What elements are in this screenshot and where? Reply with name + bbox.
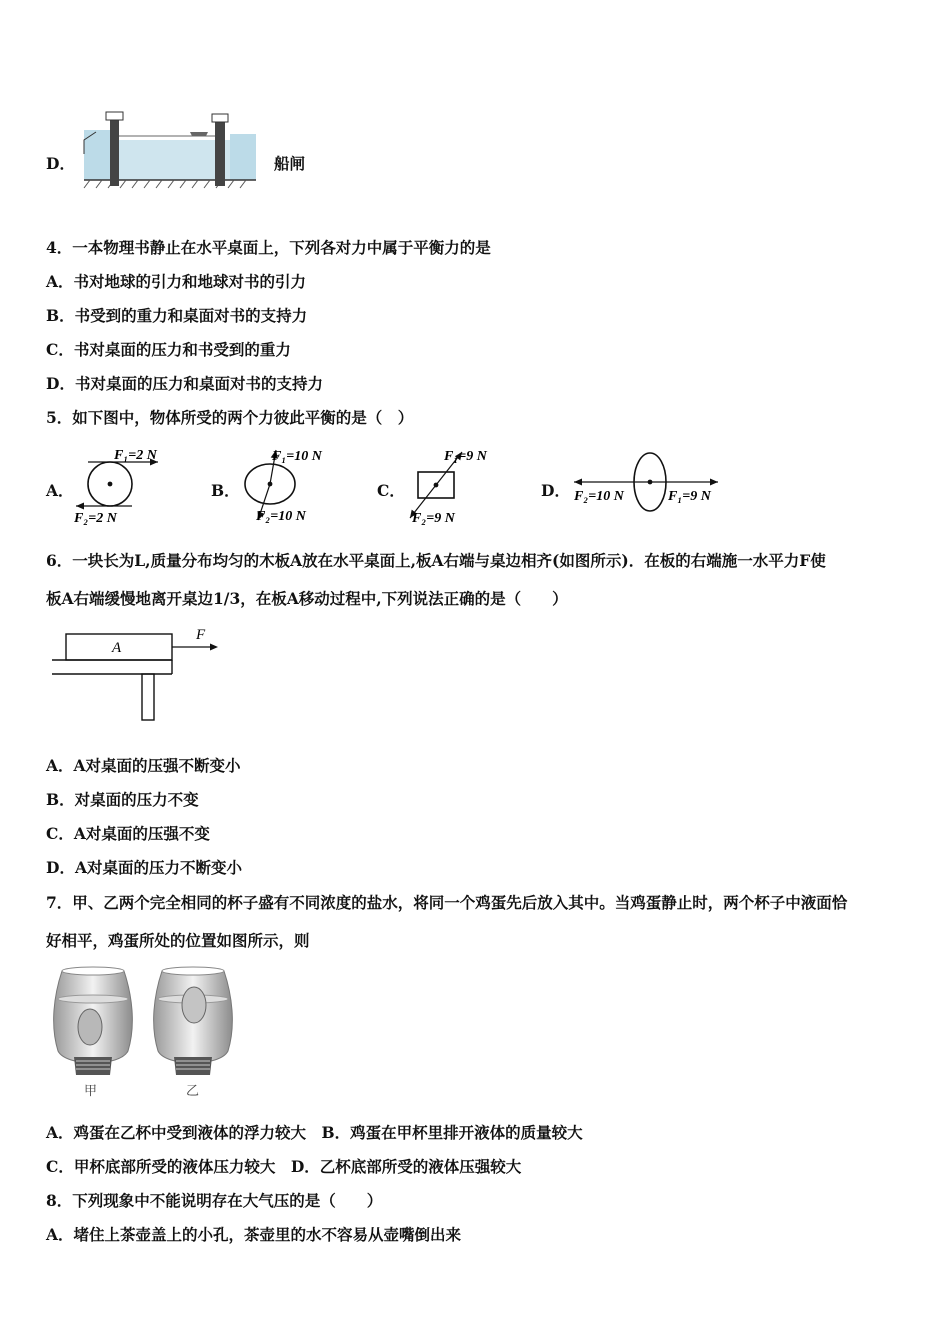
q5-option-c-figure bbox=[404, 444, 514, 528]
cup-jia-label: 甲 bbox=[84, 1083, 98, 1098]
q4-option-d: D．书对桌面的压力和桌面对书的支持力 bbox=[46, 374, 323, 393]
q7-options-line2: C．甲杯底部所受的液体压力较大 D．乙杯底部所受的液体压强较大 bbox=[46, 1157, 522, 1176]
q5-c-f1-label: F₁=9 N bbox=[444, 449, 487, 464]
q7-options-line1: A．鸡蛋在乙杯中受到液体的浮力较大 B．鸡蛋在甲杯里排开液体的质量较大 bbox=[46, 1123, 583, 1142]
q6-option-d: D．A对桌面的压力不断变小 bbox=[46, 858, 242, 877]
q4-stem: 4．一本物理书静止在水平桌面上，下列各对力中属于平衡力的是 bbox=[46, 238, 491, 257]
q4-option-c: C．书对桌面的压力和书受到的重力 bbox=[46, 340, 291, 359]
q6-stem-line2: 板A右端缓慢地离开桌边1/3，在板A移动过程中,下列说法正确的是（ ） bbox=[46, 589, 568, 608]
q5-option-d-figure bbox=[570, 448, 730, 518]
cup-yi-label: 乙 bbox=[186, 1083, 200, 1098]
q6-option-c: C．A对桌面的压强不变 bbox=[46, 824, 210, 843]
q7-stem-line1: 7．甲、乙两个完全相同的杯子盛有不同浓度的盐水，将同一个鸡蛋先后放入其中。当鸡蛋静止时，两个杯子中液面恰 bbox=[46, 893, 848, 912]
q6-board-figure bbox=[50, 620, 230, 724]
q5-option-d-label: D． bbox=[541, 481, 570, 500]
q5-stem: 5．如下图中，物体所受的两个力彼此平衡的是（ ） bbox=[46, 408, 414, 427]
q5-d-f1-label: F₁=9 N bbox=[668, 489, 711, 504]
q7-stem-line2: 好相平，鸡蛋所处的位置如图所示，则 bbox=[46, 931, 310, 950]
q5-option-a-label: A． bbox=[46, 481, 74, 500]
q8-stem: 8．下列现象中不能说明存在大气压的是（ ） bbox=[46, 1191, 383, 1210]
q5-a-f2-label: F₂=2 N bbox=[74, 511, 117, 526]
cup-jia bbox=[54, 967, 133, 1075]
q5-b-f1-label: F₁=10 N bbox=[272, 449, 322, 464]
q3-option-d-label: D． bbox=[46, 154, 75, 173]
q5-d-f2-label: F₂=10 N bbox=[574, 489, 624, 504]
cup-yi bbox=[154, 967, 233, 1075]
q6-option-b: B．对桌面的压力不变 bbox=[46, 790, 199, 809]
q5-b-f2-label: F₂=10 N bbox=[256, 509, 306, 524]
q6-force-label: F bbox=[196, 627, 206, 643]
q5-option-a-figure bbox=[70, 444, 180, 528]
q3-option-d-text: 船闸 bbox=[274, 154, 306, 173]
q7-cups-figure bbox=[48, 965, 248, 1099]
q5-option-b-label: B． bbox=[211, 481, 240, 500]
q6-block-label: A bbox=[112, 640, 122, 656]
q8-option-a: A．堵住上茶壶盖上的小孔，茶壶里的水不容易从壶嘴倒出来 bbox=[46, 1225, 462, 1244]
q4-option-a: A．书对地球的引力和地球对书的引力 bbox=[46, 272, 307, 291]
q5-c-f2-label: F₂=9 N bbox=[412, 511, 455, 526]
q6-option-a: A．A对桌面的压强不断变小 bbox=[46, 756, 241, 775]
ship-lock-figure bbox=[80, 108, 260, 196]
q5-option-c-label: C． bbox=[377, 481, 405, 500]
q5-option-b-figure bbox=[236, 442, 356, 528]
q6-stem-line1: 6．一块长为L,质量分布均匀的木板A放在水平桌面上,板A右端与桌边相齐(如图所示)．在板的右端施一水平力F使 bbox=[46, 551, 826, 570]
q4-option-b: B．书受到的重力和桌面对书的支持力 bbox=[46, 306, 308, 325]
q5-a-f1-label: F₁=2 N bbox=[114, 448, 157, 463]
